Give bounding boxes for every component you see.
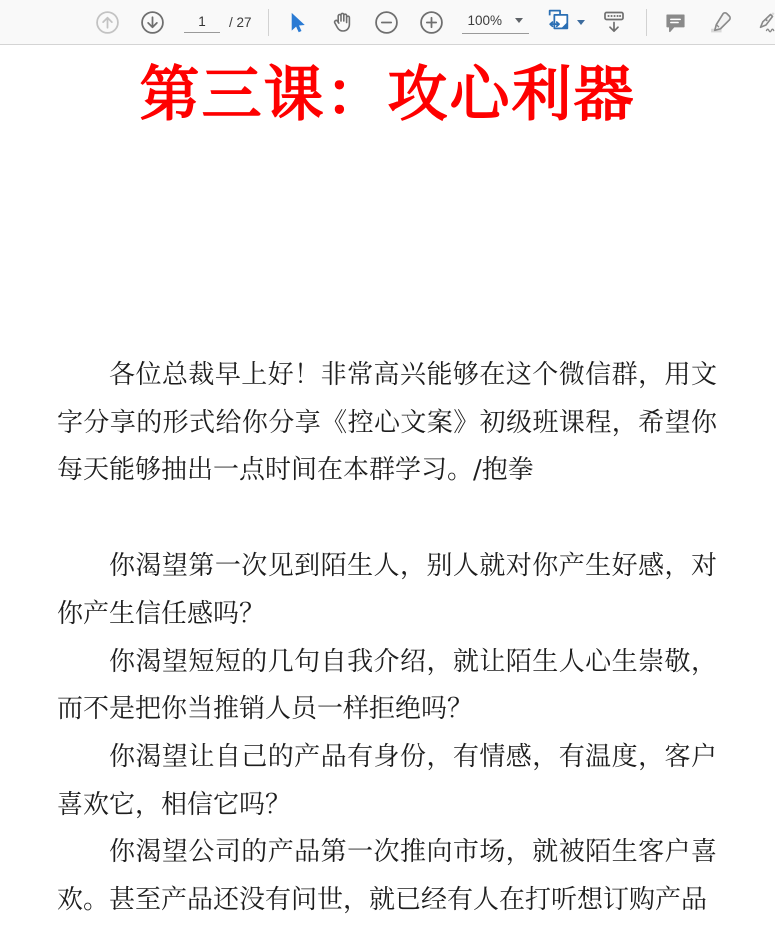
chevron-down-icon [577,20,585,25]
fill-sign-tool-button[interactable] [750,7,775,37]
page-title: 第三课：攻心利器 [139,60,636,130]
fit-width-dropdown[interactable] [545,6,585,38]
paragraph: 你渴望让自己的产品有身份，有情感，有温度，客户喜欢它，相信它吗？ [57,741,717,820]
speech-bubble-icon [663,10,688,35]
hand-icon [330,10,354,34]
paragraph: 你渴望短短的几句自我介绍，就让陌生人心生崇敬，而不是把你当推销人员一样拒绝吗？ [57,646,717,725]
paragraph: 各位总裁早上好！非常高兴能够在这个微信群，用文字分享的形式给你分享《控心文案》初级班课程，希望你每天能够抽出一点时间在本群学习。/抱拳 [57,360,717,486]
comment-tool-button[interactable] [660,7,690,37]
read-mode-button[interactable] [599,7,629,37]
previous-page-button[interactable] [92,7,122,37]
zoom-in-button[interactable] [417,7,447,37]
highlighter-icon [708,10,733,35]
chevron-down-icon [515,18,523,23]
zoom-level-value: 100% [467,12,503,28]
zoom-level-dropdown[interactable] [462,11,530,34]
fit-width-icon [545,6,572,38]
toolbar-arrow-down-icon [601,9,627,35]
document-body [57,352,717,925]
zoom-out-button[interactable] [372,7,402,37]
circle-arrow-up-icon [95,10,120,35]
toolbar-divider [646,9,647,36]
circle-minus-icon [374,10,399,35]
page-total-label: / 27 [229,15,252,30]
arrow-cursor-icon [285,11,308,34]
paragraph: 你渴望第一次见到陌生人，别人就对你产生好感，对你产生信任感吗？ [57,551,717,629]
circle-plus-icon [419,10,444,35]
highlight-tool-button[interactable] [705,7,735,37]
paragraph: 你渴望公司的产品第一次推向市场，就被陌生客户喜欢。甚至产品还没有问世，就已经有人在打听想订购产品 [57,837,717,916]
circle-arrow-down-icon [140,10,165,35]
page-number-group [184,11,252,33]
fountain-pen-icon [752,9,775,35]
pdf-viewer-toolbar [0,0,775,45]
toolbar-divider [268,9,269,36]
hand-tool-button[interactable] [327,7,357,37]
select-tool-button[interactable] [282,7,312,37]
page-number-input[interactable] [184,11,220,33]
next-page-button[interactable] [137,7,167,37]
pdf-page [0,45,775,926]
